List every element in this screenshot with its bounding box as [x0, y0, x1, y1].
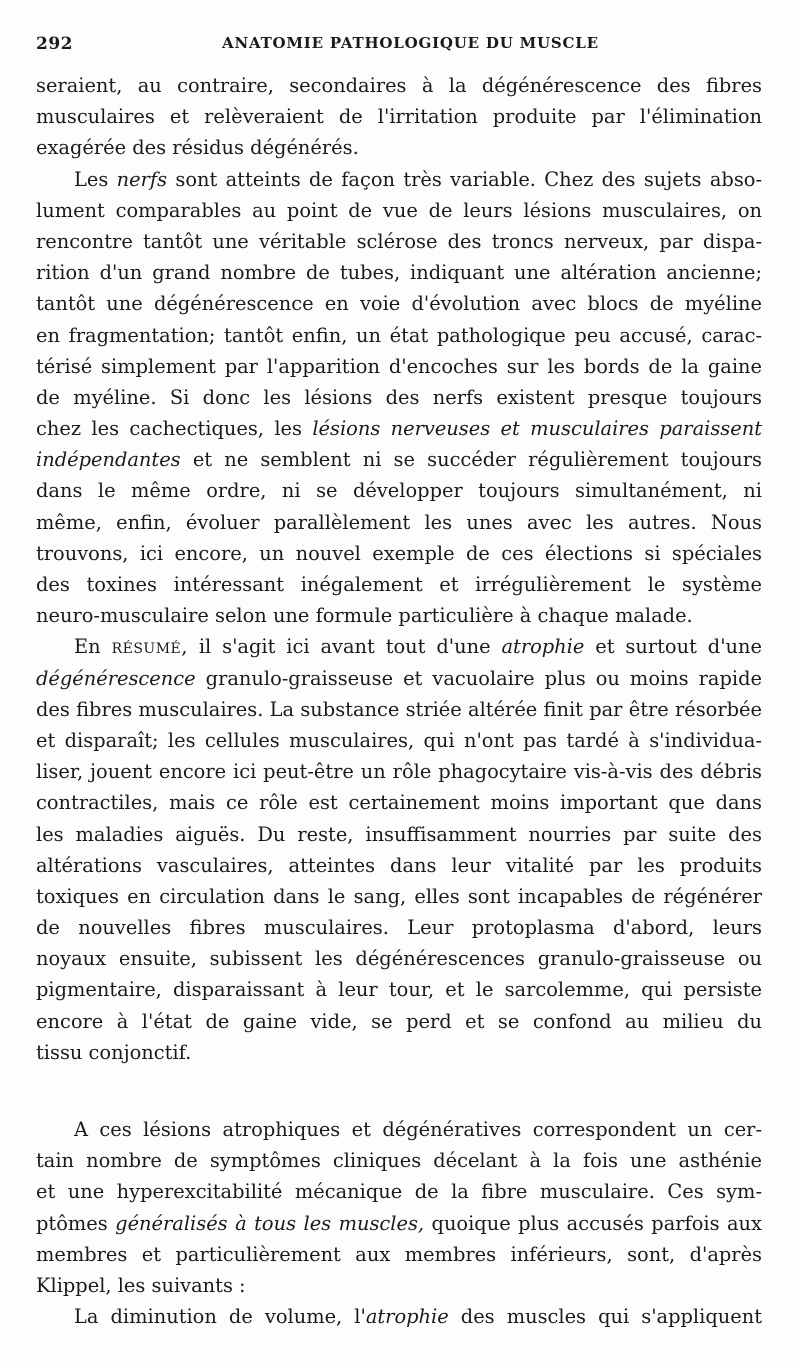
text-line: exagérée des résidus dégénérés. [36, 136, 359, 160]
italic-term: atrophie [501, 635, 585, 659]
paragraph-4 [36, 1114, 762, 1301]
text-run: sont atteints de façon très variable. Chez des sujets abso- [175, 167, 762, 191]
text-line: tissu conjonctif. [36, 1040, 192, 1064]
italic-term: nerfs [116, 167, 168, 191]
text-line: altérations vasculaires, atteintes dans leur vitalité par les produits [36, 853, 762, 877]
text-line: des fibres musculaires. La substance striée altérée finit par être résorbée [36, 697, 762, 721]
text-line: pigmentaire, disparaissant à leur tour, et le sarcolemme, qui persiste [36, 978, 762, 1002]
text-line: encore à l'état de gaine vide, se perd et se confond au milieu du [36, 1009, 762, 1033]
text-line: les maladies aiguës. Du reste, insuffisamment nourries par suite des [36, 822, 762, 846]
text-line: des toxines intéressant inégalement et irrégulièrement le système [36, 573, 762, 596]
text-line: musculaires et relèveraient de l'irritation produite par l'élimination [36, 105, 762, 129]
text-line: même, enfin, évoluer parallèlement les unes avec les autres. Nous [36, 510, 762, 534]
text-line: membres et particulièrement aux membres inférieurs, sont, d'après [36, 1242, 762, 1266]
text-line: lument comparables au point de vue de leurs lésions musculaires, on [36, 198, 762, 222]
text-line [36, 631, 762, 662]
text-run: et surtout d'une [595, 635, 762, 659]
text-line: neuro-musculaire selon une formule particulière à chaque malade. [36, 604, 693, 628]
text-run: En [74, 635, 101, 659]
text-line: en fragmentation; tantôt enfin, un état pathologique peu accusé, carac- [36, 323, 762, 347]
paragraph-1 [36, 70, 762, 164]
italic-phrase: indépendantes [36, 448, 181, 472]
running-head: ANATOMIE PATHOLOGIQUE DU MUSCLE [222, 34, 599, 52]
text-run: Les [74, 167, 109, 191]
text-line: trouvons, ici encore, un nouvel exemple de ces élections si spéciales [36, 541, 762, 565]
paragraph-3 [36, 631, 762, 1068]
small-caps-term: résumé, [111, 635, 188, 659]
text-line: liser, jouent encore ici peut-être un rôle phagocytaire vis-à-vis des débris [36, 760, 762, 784]
text-run: des muscles qui s'appliquent [460, 1305, 762, 1329]
text-run: et ne semblent ni se succéder régulièrement toujours [192, 448, 762, 472]
text-run: il s'agit ici avant tout d'une [198, 635, 491, 659]
text-line: rition d'un grand nombre de tubes, indiquant une altération ancienne; [36, 261, 762, 285]
text-run: granulo-graisseuse et vacuolaire plus ou moins rapide [205, 666, 762, 690]
text-line [36, 413, 762, 444]
text-line [36, 444, 762, 475]
text-line: de myéline. Si donc les lésions des nerfs existent presque toujours [36, 385, 762, 409]
text-run: La diminution de volume, l' [74, 1305, 366, 1329]
paragraph-5 [36, 1301, 762, 1332]
text-line: rencontre tantôt une véritable sclérose des troncs nerveux, par dispa- [36, 229, 762, 253]
italic-phrase: généralisés à tous les muscles, [115, 1211, 425, 1235]
text-line: contractiles, mais ce rôle est certainement moins important que dans [36, 791, 762, 815]
italic-phrase: lésions nerveuses et musculaires paraissent [312, 417, 762, 441]
text-line: A ces lésions atrophiques et dégénératives correspondent un cer- [74, 1118, 762, 1141]
text-line: seraient, au contraire, secondaires à la dégénérescence des fibres [36, 74, 762, 97]
text-line: et disparaît; les cellules musculaires, qui n'ont pas tardé à s'individua- [36, 728, 762, 752]
text-line: de nouvelles fibres musculaires. Leur protoplasma d'abord, leurs [36, 916, 762, 940]
text-line: toxiques en circulation dans le sang, elles sont incapables de régénérer [36, 884, 762, 908]
text-run: ptômes [36, 1211, 108, 1235]
text-line: tantôt une dégénérescence en voie d'évolution avec blocs de myéline [36, 292, 762, 316]
section-gap [36, 1068, 762, 1114]
text-line [36, 1208, 762, 1239]
text-line: dans le même ordre, ni se développer toujours simultanément, ni [36, 479, 762, 503]
page-number: 292 [36, 34, 73, 54]
italic-term: dégénérescence [36, 666, 196, 690]
text-line: térisé simplement par l'apparition d'encoches sur les bords de la gaine [36, 354, 762, 378]
text-run: chez les cachectiques, les [36, 417, 302, 441]
page-header [36, 30, 760, 60]
text-line: noyaux ensuite, subissent les dégénérescences granulo-graisseuse ou [36, 947, 762, 971]
text-run: quoique plus accusés parfois aux [431, 1211, 762, 1235]
paragraph-2 [36, 164, 762, 632]
text-line [36, 663, 762, 694]
text-line: Klippel, les suivants : [36, 1273, 246, 1297]
italic-term: atrophie [365, 1305, 449, 1329]
text-line: et une hyperexcitabilité mécanique de la fibre musculaire. Ces sym- [36, 1180, 762, 1204]
text-line: tain nombre de symptômes cliniques décelant à la fois une asthénie [36, 1149, 762, 1173]
body-text [36, 70, 762, 1332]
text-line [36, 1301, 762, 1332]
text-line [36, 164, 762, 195]
